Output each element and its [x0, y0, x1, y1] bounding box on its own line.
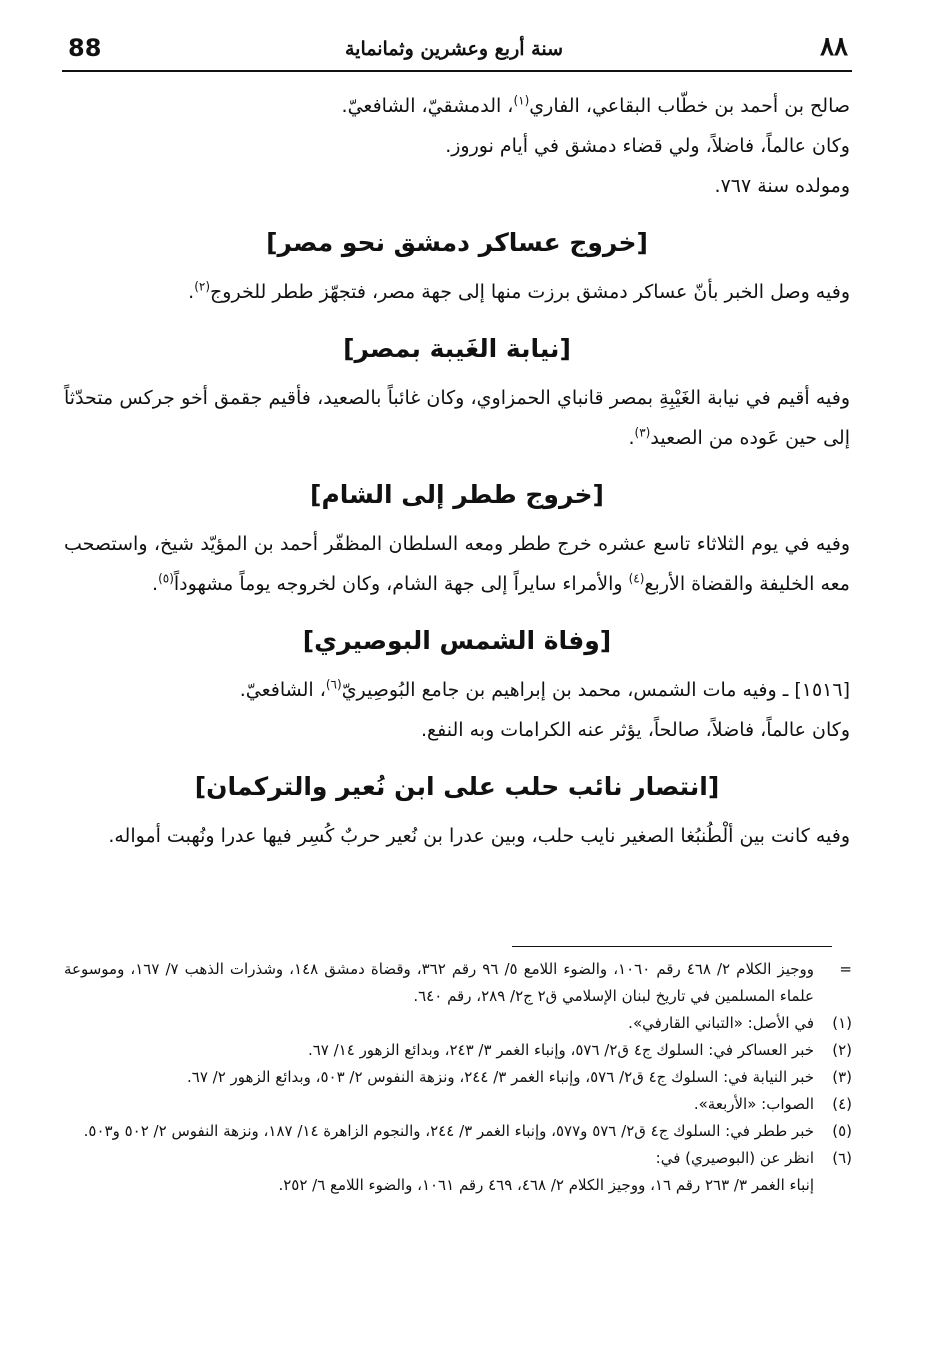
page-number-arabic: ٨٨ — [820, 32, 848, 62]
footnote-ref: (٤) — [628, 571, 645, 586]
running-title: سنة أربع وعشرين وثمانماية — [344, 38, 563, 60]
section-heading: [وفاة الشمس البوصيري] — [302, 626, 612, 655]
footnote — [64, 1145, 852, 1172]
footnote-text: انظر عن (البوصيري) في: — [655, 1149, 814, 1167]
footnote-ref: (١) — [513, 93, 530, 108]
footnote-text: خبر ططر في: السلوك ج٤ ق٢/ ٥٧٦ و٥٧٧، وإنباء الغمر ٣/ ٢٤٤، والنجوم الزاهرة ١٤/ ١٨٧، ونزهة النفوس ٢/ ٥٠٢ و٥٠٣. — [83, 1122, 814, 1140]
footnote-ref: (٥) — [158, 571, 174, 586]
section-heading: [خروج عساكر دمشق نحو مصر] — [266, 228, 648, 257]
footnote-text: ووجيز الكلام ٢/ ٤٦٨ رقم ١٠٦٠، والضوء اللامع ٥/ ٩٦ رقم ٣٦٢، وقضاة دمشق ١٤٨، وشذرات الذهب ٧/ ١٦٧، وموسوعة علماء المسلمين في تاريخ لبنان الإسلامي ق٢ ج٢/ ٢٨٩، رقم ٦٤٠. — [64, 960, 815, 1005]
header-rule — [62, 70, 852, 72]
footnotes — [64, 956, 852, 1199]
paragraph: وفيه وصل الخبر بأنّ عساكر دمشق برزت منها إلى جهة مصر، فتجهّز ططر للخروج$^{(٢)}$. — [188, 279, 850, 303]
footnote-rule — [512, 946, 832, 947]
paragraph-birth: ومولده سنة ٧٦٧. — [714, 175, 850, 197]
footnote-text: في الأصل: «التباني القارفي». — [628, 1014, 814, 1032]
paragraph: وفيه أقيم في نيابة الغَيْبِةِ بمصر قانباي الحمزاوي، وكان غائباً بالصعيد، فأقيم جقمق أخو جركس متحدّثاً إلى حين عَوده من الصعيد$^{(٣)}$. — [64, 387, 850, 449]
footnote-number: (٣) — [832, 1068, 852, 1086]
page-header — [60, 28, 848, 68]
footnote-text: إنباء الغمر ٣/ ٢٦٣ رقم ١٦، ووجيز الكلام ٢/ ٤٦٨، ٤٦٩ رقم ١٠٦١، والضوء اللامع ٦/ ٢٥٢. — [278, 1176, 814, 1194]
footnote-continuation — [64, 956, 852, 1010]
footnote — [64, 1064, 852, 1091]
paragraph: وفيه في يوم الثلاثاء تاسع عشره خرج ططر ومعه السلطان المظفّر أحمد بن المؤيّد شيخ، واستصحب معه الخليفة والقضاة الأربع$^{(٤)}$ والأمراء سايراً إلى جهة الشام، وكان لخروجه يوماً مشهوداً$^{(٥)}$. — [64, 533, 850, 595]
page-number-latin: 88 — [68, 34, 102, 62]
footnote-continuation — [64, 1172, 852, 1199]
footnote-number: (٥) — [832, 1122, 852, 1140]
paragraph: وفيه كانت بين ألْطُنبُغا الصغير نايب حلب، وبين عدرا بن نُعير حربٌ كُسِر فيها عدرا ونُهبت أمواله. — [108, 825, 850, 847]
footnote-text: خبر النيابة في: السلوك ج٤ ق٢/ ٥٧٦، وإنباء الغمر ٣/ ٢٤٤، ونزهة النفوس ٢/ ٥٠٣، وبدائع الزهور ٢/ ٦٧. — [186, 1068, 814, 1086]
footnote — [64, 1037, 852, 1064]
section-heading: [خروج ططر إلى الشام] — [310, 480, 604, 509]
footnote-ref: (٣) — [634, 425, 651, 440]
paragraph-entry: [١٥١٦] ـ وفيه مات الشمس، محمد بن إبراهيم بن جامع البُوصِيريّ$^{(٦)}$، الشافعيّ. — [239, 677, 850, 701]
section-heading: [انتصار نائب حلب على ابن نُعير والتركمان] — [194, 772, 720, 801]
footnote-number: = — [839, 960, 852, 978]
footnote-text: خبر العساكر في: السلوك ج٤ ق٢/ ٥٧٦، وإنباء الغمر ٣/ ٢٤٣، وبدائع الزهور ١٤/ ٦٧. — [307, 1041, 814, 1059]
paragraph: وكان عالماً، فاضلاً، ولي قضاء دمشق في أيام نوروز. — [445, 135, 850, 157]
footnote — [64, 1010, 852, 1037]
footnote-number: (١) — [832, 1014, 852, 1032]
footnote-number — [814, 1172, 852, 1199]
section-heading: [نيابة الغَيبة بمصر] — [343, 334, 571, 363]
paragraph: وكان عالماً، فاضلاً، صالحاً، يؤثر عنه الكرامات وبه النفع. — [421, 719, 850, 741]
paragraph-biography: صالح بن أحمد بن خطّاب البقاعي، الفاري$^{(١)}$، الدمشقيّ، الشافعيّ. — [341, 93, 850, 117]
footnote-ref: (٢) — [194, 279, 211, 294]
footnote-number: (٢) — [832, 1041, 852, 1059]
main-text — [64, 86, 850, 856]
footnote-ref: (٦) — [325, 677, 342, 692]
footnote-number: (٤) — [832, 1095, 852, 1113]
footnote-number: (٦) — [832, 1149, 852, 1167]
footnote — [64, 1118, 852, 1145]
footnote — [64, 1091, 852, 1118]
footnote-text: الصواب: «الأربعة». — [693, 1095, 814, 1113]
